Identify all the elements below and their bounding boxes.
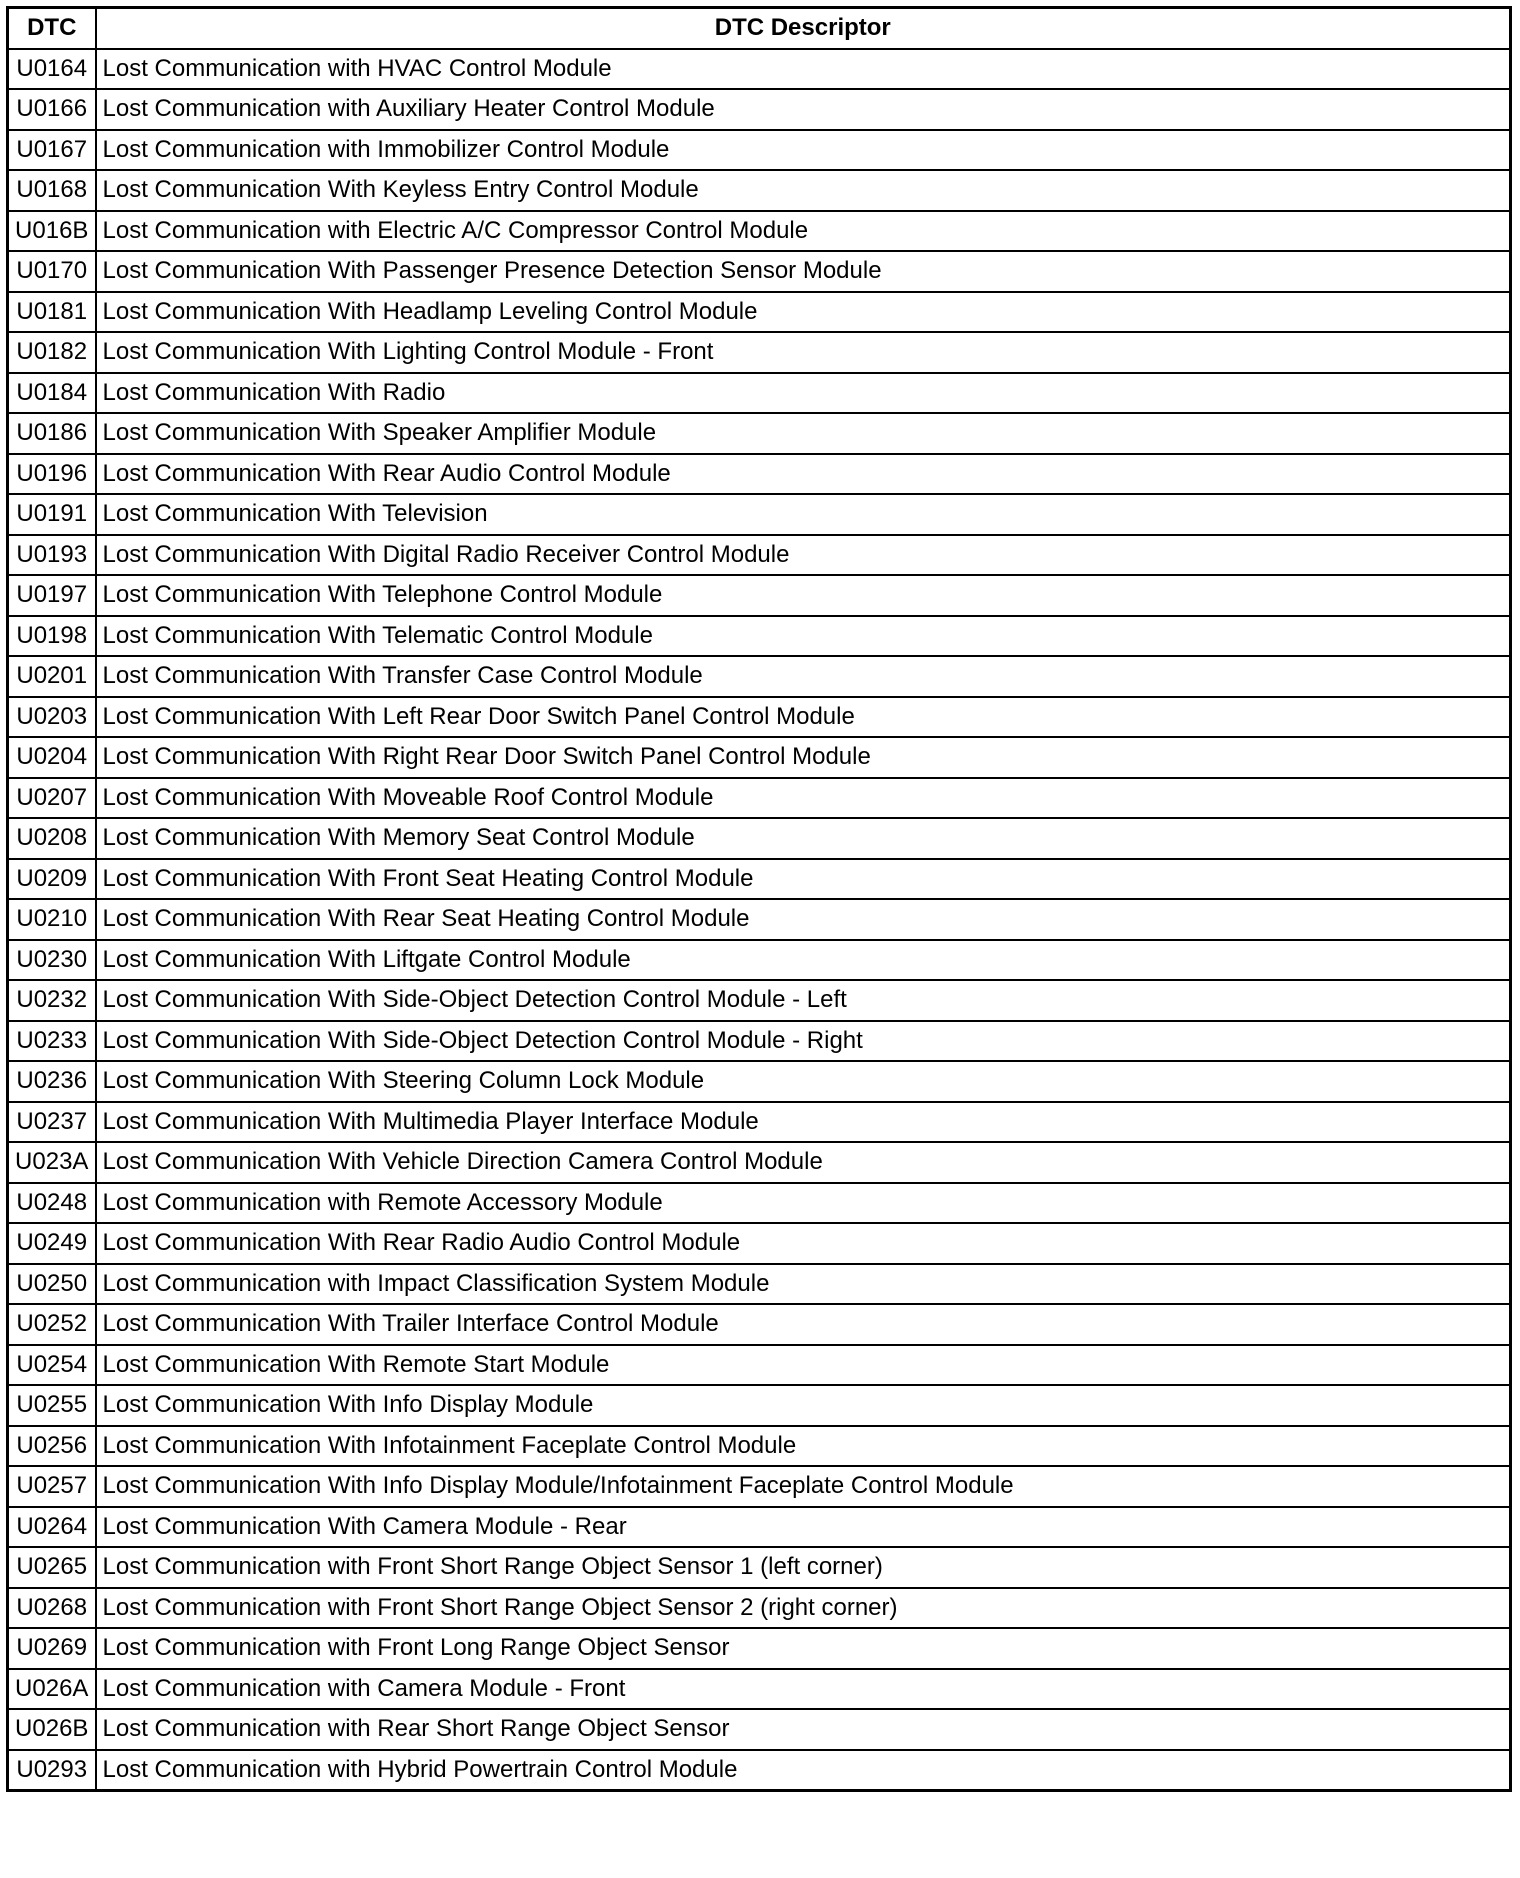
dtc-descriptor-cell: Lost Communication With Television bbox=[96, 494, 1511, 535]
table-row bbox=[8, 1021, 1511, 1062]
table-row bbox=[8, 1547, 1511, 1588]
dtc-descriptor-cell: Lost Communication With Remote Start Module bbox=[96, 1345, 1511, 1386]
dtc-descriptor-cell: Lost Communication With Camera Module - Rear bbox=[96, 1507, 1511, 1548]
dtc-descriptor-cell: Lost Communication With Liftgate Control Module bbox=[96, 940, 1511, 981]
dtc-code-cell: U0268 bbox=[8, 1588, 96, 1629]
dtc-code-cell: U023A bbox=[8, 1142, 96, 1183]
dtc-code-cell: U026A bbox=[8, 1669, 96, 1710]
dtc-code-cell: U0269 bbox=[8, 1628, 96, 1669]
table-row bbox=[8, 1507, 1511, 1548]
dtc-code-cell: U0170 bbox=[8, 251, 96, 292]
table-row bbox=[8, 130, 1511, 171]
dtc-code-cell: U0186 bbox=[8, 413, 96, 454]
table-row bbox=[8, 1061, 1511, 1102]
table-row bbox=[8, 1628, 1511, 1669]
dtc-descriptor-cell: Lost Communication With Info Display Module/Infotainment Faceplate Control Module bbox=[96, 1466, 1511, 1507]
dtc-code-cell: U0254 bbox=[8, 1345, 96, 1386]
dtc-descriptor-cell: Lost Communication With Transfer Case Control Module bbox=[96, 656, 1511, 697]
dtc-code-cell: U0293 bbox=[8, 1750, 96, 1791]
table-row bbox=[8, 211, 1511, 252]
table-row bbox=[8, 1588, 1511, 1629]
dtc-code-cell: U016B bbox=[8, 211, 96, 252]
dtc-descriptor-cell: Lost Communication with Front Short Range Object Sensor 1 (left corner) bbox=[96, 1547, 1511, 1588]
dtc-descriptor-cell: Lost Communication With Side-Object Detection Control Module - Right bbox=[96, 1021, 1511, 1062]
dtc-code-cell: U0210 bbox=[8, 899, 96, 940]
table-row bbox=[8, 49, 1511, 90]
dtc-code-cell: U0193 bbox=[8, 535, 96, 576]
dtc-descriptor-cell: Lost Communication With Memory Seat Control Module bbox=[96, 818, 1511, 859]
table-row bbox=[8, 697, 1511, 738]
dtc-descriptor-cell: Lost Communication With Speaker Amplifier Module bbox=[96, 413, 1511, 454]
dtc-code-cell: U0248 bbox=[8, 1183, 96, 1224]
dtc-code-cell: U0237 bbox=[8, 1102, 96, 1143]
dtc-code-cell: U0197 bbox=[8, 575, 96, 616]
dtc-code-cell: U0265 bbox=[8, 1547, 96, 1588]
dtc-code-cell: U0255 bbox=[8, 1385, 96, 1426]
table-row bbox=[8, 1426, 1511, 1467]
table-row bbox=[8, 1345, 1511, 1386]
header-dtc: DTC bbox=[8, 8, 96, 49]
dtc-descriptor-cell: Lost Communication With Right Rear Door Switch Panel Control Module bbox=[96, 737, 1511, 778]
dtc-descriptor-cell: Lost Communication with Auxiliary Heater Control Module bbox=[96, 89, 1511, 130]
table-row bbox=[8, 454, 1511, 495]
dtc-code-cell: U0203 bbox=[8, 697, 96, 738]
header-dtc-descriptor: DTC Descriptor bbox=[96, 8, 1511, 49]
table-row bbox=[8, 980, 1511, 1021]
table-row bbox=[8, 818, 1511, 859]
table-row bbox=[8, 1709, 1511, 1750]
dtc-descriptor-cell: Lost Communication With Trailer Interface Control Module bbox=[96, 1304, 1511, 1345]
dtc-code-cell: U0198 bbox=[8, 616, 96, 657]
table-row bbox=[8, 1223, 1511, 1264]
table-row bbox=[8, 1183, 1511, 1224]
dtc-descriptor-cell: Lost Communication With Vehicle Direction Camera Control Module bbox=[96, 1142, 1511, 1183]
dtc-descriptor-cell: Lost Communication With Rear Radio Audio Control Module bbox=[96, 1223, 1511, 1264]
dtc-descriptor-cell: Lost Communication With Left Rear Door Switch Panel Control Module bbox=[96, 697, 1511, 738]
dtc-descriptor-cell: Lost Communication With Rear Audio Control Module bbox=[96, 454, 1511, 495]
dtc-descriptor-cell: Lost Communication with Electric A/C Compressor Control Module bbox=[96, 211, 1511, 252]
table-row bbox=[8, 1304, 1511, 1345]
dtc-code-cell: U0166 bbox=[8, 89, 96, 130]
table-row bbox=[8, 778, 1511, 819]
dtc-descriptor-cell: Lost Communication With Rear Seat Heating Control Module bbox=[96, 899, 1511, 940]
table-header bbox=[8, 8, 1511, 49]
dtc-code-cell: U0181 bbox=[8, 292, 96, 333]
dtc-code-cell: U0207 bbox=[8, 778, 96, 819]
dtc-descriptor-cell: Lost Communication With Multimedia Player Interface Module bbox=[96, 1102, 1511, 1143]
table-row bbox=[8, 899, 1511, 940]
dtc-descriptor-cell: Lost Communication with Rear Short Range Object Sensor bbox=[96, 1709, 1511, 1750]
table-row bbox=[8, 373, 1511, 414]
table-row bbox=[8, 292, 1511, 333]
dtc-code-cell: U0264 bbox=[8, 1507, 96, 1548]
table-row bbox=[8, 1750, 1511, 1791]
dtc-descriptor-cell: Lost Communication with Front Long Range Object Sensor bbox=[96, 1628, 1511, 1669]
dtc-descriptor-cell: Lost Communication With Infotainment Faceplate Control Module bbox=[96, 1426, 1511, 1467]
table-row bbox=[8, 1102, 1511, 1143]
dtc-code-cell: U0191 bbox=[8, 494, 96, 535]
dtc-code-cell: U0232 bbox=[8, 980, 96, 1021]
dtc-code-cell: U0208 bbox=[8, 818, 96, 859]
dtc-code-cell: U0257 bbox=[8, 1466, 96, 1507]
table-row bbox=[8, 251, 1511, 292]
dtc-descriptor-cell: Lost Communication with Hybrid Powertrain Control Module bbox=[96, 1750, 1511, 1791]
table-row bbox=[8, 1385, 1511, 1426]
dtc-descriptor-cell: Lost Communication With Passenger Presence Detection Sensor Module bbox=[96, 251, 1511, 292]
dtc-descriptor-cell: Lost Communication with Impact Classification System Module bbox=[96, 1264, 1511, 1305]
table-row bbox=[8, 1264, 1511, 1305]
table-row bbox=[8, 1142, 1511, 1183]
dtc-code-cell: U0182 bbox=[8, 332, 96, 373]
table-row bbox=[8, 575, 1511, 616]
dtc-descriptor-cell: Lost Communication With Steering Column Lock Module bbox=[96, 1061, 1511, 1102]
dtc-code-cell: U0252 bbox=[8, 1304, 96, 1345]
dtc-code-cell: U0204 bbox=[8, 737, 96, 778]
table-row bbox=[8, 656, 1511, 697]
dtc-descriptor-cell: Lost Communication with HVAC Control Module bbox=[96, 49, 1511, 90]
dtc-code-cell: U0256 bbox=[8, 1426, 96, 1467]
dtc-descriptor-cell: Lost Communication With Lighting Control Module - Front bbox=[96, 332, 1511, 373]
dtc-code-cell: U026B bbox=[8, 1709, 96, 1750]
dtc-descriptor-cell: Lost Communication with Immobilizer Control Module bbox=[96, 130, 1511, 171]
dtc-descriptor-cell: Lost Communication With Front Seat Heating Control Module bbox=[96, 859, 1511, 900]
table-row bbox=[8, 170, 1511, 211]
dtc-code-cell: U0236 bbox=[8, 1061, 96, 1102]
dtc-descriptor-cell: Lost Communication With Digital Radio Receiver Control Module bbox=[96, 535, 1511, 576]
dtc-table bbox=[6, 6, 1512, 1792]
dtc-descriptor-cell: Lost Communication With Moveable Roof Control Module bbox=[96, 778, 1511, 819]
table-row bbox=[8, 1669, 1511, 1710]
table-row bbox=[8, 1466, 1511, 1507]
dtc-code-cell: U0250 bbox=[8, 1264, 96, 1305]
dtc-code-cell: U0164 bbox=[8, 49, 96, 90]
table-row bbox=[8, 737, 1511, 778]
table-row bbox=[8, 940, 1511, 981]
dtc-code-cell: U0168 bbox=[8, 170, 96, 211]
dtc-descriptor-cell: Lost Communication With Telephone Control Module bbox=[96, 575, 1511, 616]
table-row bbox=[8, 616, 1511, 657]
dtc-code-cell: U0196 bbox=[8, 454, 96, 495]
table-row bbox=[8, 494, 1511, 535]
dtc-code-cell: U0249 bbox=[8, 1223, 96, 1264]
dtc-descriptor-cell: Lost Communication With Keyless Entry Control Module bbox=[96, 170, 1511, 211]
dtc-descriptor-cell: Lost Communication With Side-Object Detection Control Module - Left bbox=[96, 980, 1511, 1021]
dtc-code-cell: U0209 bbox=[8, 859, 96, 900]
dtc-code-cell: U0184 bbox=[8, 373, 96, 414]
dtc-descriptor-cell: Lost Communication With Radio bbox=[96, 373, 1511, 414]
dtc-descriptor-cell: Lost Communication with Camera Module - Front bbox=[96, 1669, 1511, 1710]
table-body bbox=[8, 49, 1511, 1791]
dtc-code-cell: U0201 bbox=[8, 656, 96, 697]
table-row bbox=[8, 413, 1511, 454]
table-row bbox=[8, 535, 1511, 576]
dtc-code-cell: U0230 bbox=[8, 940, 96, 981]
table-row bbox=[8, 859, 1511, 900]
dtc-descriptor-cell: Lost Communication With Telematic Control Module bbox=[96, 616, 1511, 657]
dtc-code-cell: U0233 bbox=[8, 1021, 96, 1062]
table-row bbox=[8, 332, 1511, 373]
header-row bbox=[8, 8, 1511, 49]
table-row bbox=[8, 89, 1511, 130]
dtc-descriptor-cell: Lost Communication with Remote Accessory Module bbox=[96, 1183, 1511, 1224]
dtc-descriptor-cell: Lost Communication With Headlamp Leveling Control Module bbox=[96, 292, 1511, 333]
dtc-code-cell: U0167 bbox=[8, 130, 96, 171]
dtc-descriptor-cell: Lost Communication with Front Short Range Object Sensor 2 (right corner) bbox=[96, 1588, 1511, 1629]
dtc-descriptor-cell: Lost Communication With Info Display Module bbox=[96, 1385, 1511, 1426]
